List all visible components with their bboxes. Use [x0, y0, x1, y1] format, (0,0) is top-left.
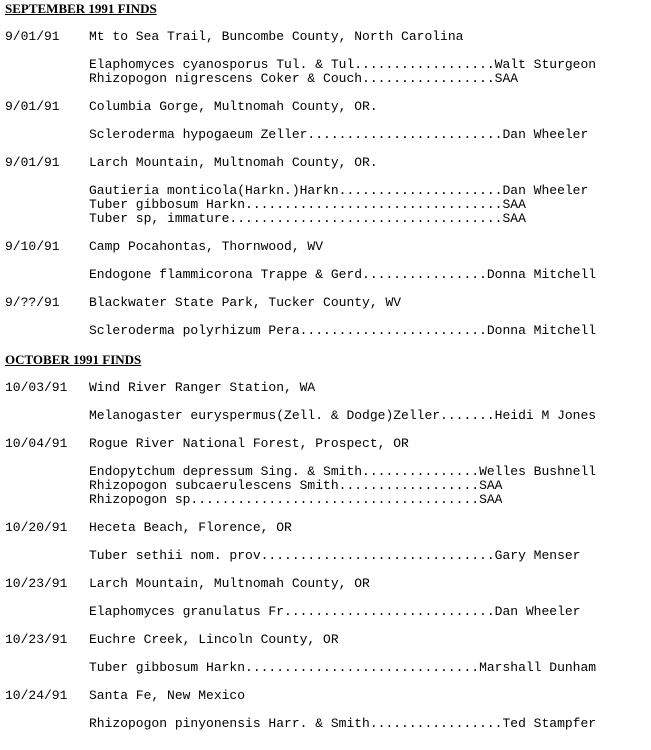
entry-date: 10/04/91	[5, 436, 68, 451]
find-line: Scleroderma polyrhizum Pera........................Donna Mitchell	[89, 323, 597, 338]
find-line: Rhizopogon subcaerulescens Smith..................SAA	[89, 478, 503, 493]
entry-header	[5, 30, 651, 44]
find-line: Rhizopogon sp.....................................SAA	[89, 492, 503, 507]
entry-date: 10/24/91	[5, 688, 68, 703]
entry-header	[5, 437, 651, 451]
find-line: Elaphomyces cyanosporus Tul. & Tul..................Walt Sturgeon	[89, 57, 597, 72]
entry-date: 10/20/91	[5, 520, 68, 535]
finds-document	[5, 0, 651, 731]
entry-header	[5, 240, 651, 254]
entry-header	[5, 296, 651, 310]
section-heading-october: OCTOBER 1991 FINDS	[5, 352, 142, 367]
entry-location: Columbia Gorge, Multnomah County, OR.	[89, 99, 378, 114]
entry-header	[5, 156, 651, 170]
entry-header	[5, 521, 651, 535]
entry-location: Larch Mountain, Multnomah County, OR	[89, 576, 370, 591]
section-heading-september: SEPTEMBER 1991 FINDS	[5, 1, 157, 16]
find-line: Endogone flammicorona Trappe & Gerd................Donna Mitchell	[89, 267, 597, 282]
entry-location: Larch Mountain, Multnomah County, OR.	[89, 155, 378, 170]
entry-date: 9/10/91	[5, 239, 60, 254]
entry-location: Euchre Creek, Lincoln County, OR	[89, 632, 339, 647]
entry-date: 9/01/91	[5, 99, 60, 114]
find-line: Tuber sethii nom. prov..............................Gary Menser	[89, 548, 581, 563]
find-line: Rhizopogon nigrescens Coker & Couch.................SAA	[89, 71, 519, 86]
entry-location: Blackwater State Park, Tucker County, WV	[89, 295, 402, 310]
entry-location: Wind River Ranger Station, WA	[89, 380, 316, 395]
entry-header	[5, 381, 651, 395]
find-line: Tuber gibbosum Harkn.................................SAA	[89, 197, 526, 212]
find-line: Endopytchum depressum Sing. & Smith...............Welles Bushnell	[89, 464, 597, 479]
entry-date: 10/03/91	[5, 380, 68, 395]
entry-location: Mt to Sea Trail, Buncombe County, North Carolina	[89, 29, 464, 44]
entry-header	[5, 577, 651, 591]
entry-date: 9/??/91	[5, 295, 60, 310]
entry-date: 9/01/91	[5, 29, 60, 44]
find-line: Tuber sp, immature...................................SAA	[89, 211, 526, 226]
entry-location: Santa Fe, New Mexico	[89, 688, 246, 703]
entry-date: 10/23/91	[5, 632, 68, 647]
find-line: Tuber gibbosum Harkn..............................Marshall Dunham	[89, 660, 597, 675]
find-line: Elaphomyces granulatus Fr...........................Dan Wheeler	[89, 604, 581, 619]
find-line: Gautieria monticola(Harkn.)Harkn.....................Dan Wheeler	[89, 183, 589, 198]
entry-header	[5, 100, 651, 114]
entry-location: Heceta Beach, Florence, OR	[89, 520, 292, 535]
find-line: Scleroderma hypogaeum Zeller.........................Dan Wheeler	[89, 127, 589, 142]
entry-date: 10/23/91	[5, 576, 68, 591]
entry-date: 9/01/91	[5, 155, 60, 170]
find-line: Melanogaster euryspermus(Zell. & Dodge)Zeller.......Heidi M Jones	[89, 408, 597, 423]
entry-header	[5, 633, 651, 647]
entry-location: Camp Pocahontas, Thornwood, WV	[89, 239, 324, 254]
entry-header	[5, 689, 651, 703]
find-line: Rhizopogon pinyonensis Harr. & Smith.................Ted Stampfer	[89, 716, 597, 731]
entry-location: Rogue River National Forest, Prospect, OR	[89, 436, 409, 451]
